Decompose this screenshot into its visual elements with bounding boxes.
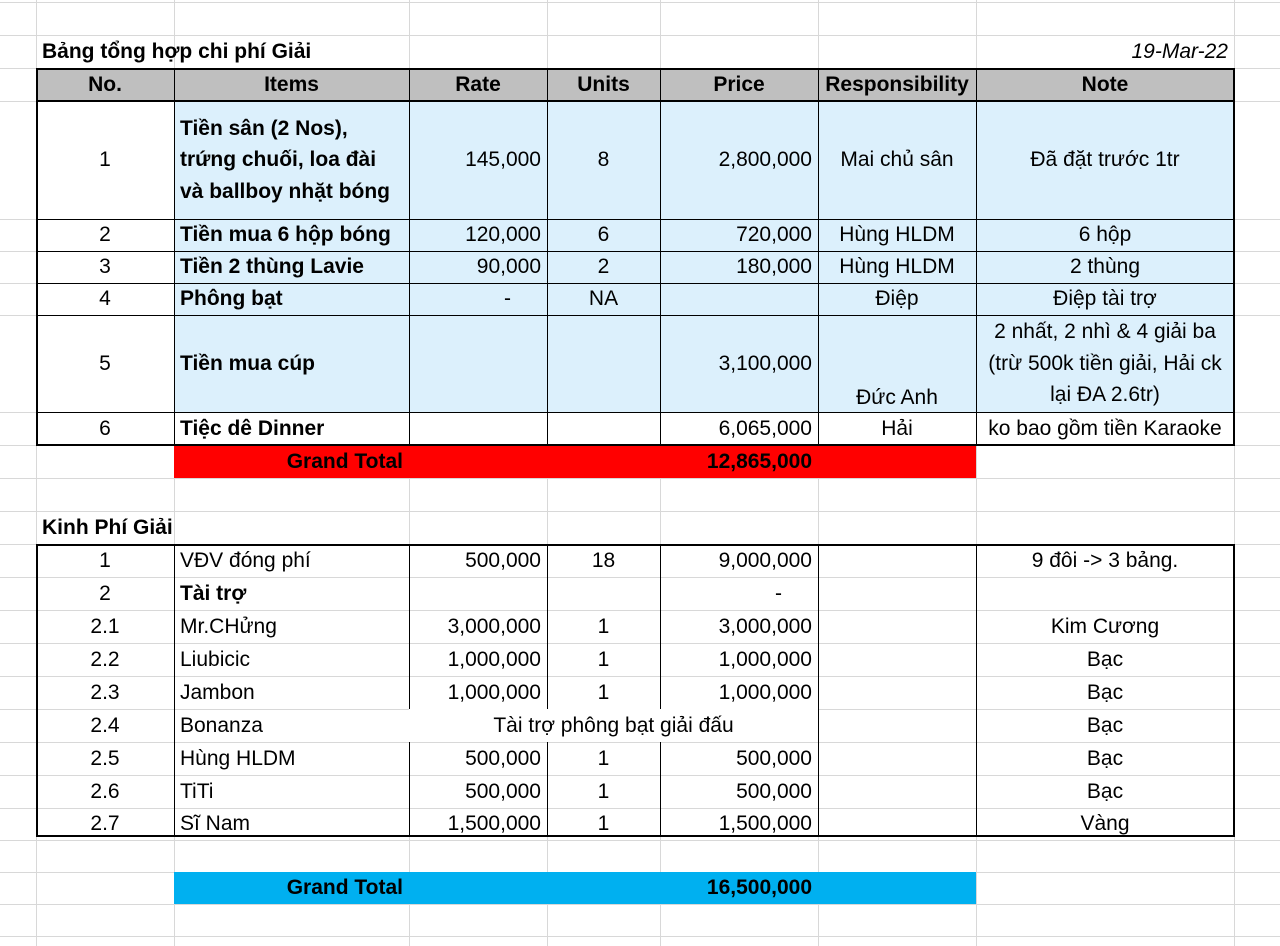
cell-rate[interactable]: 1,500,000	[447, 812, 541, 836]
cell-note[interactable]: ko bao gồm tiền Karaoke	[988, 416, 1222, 440]
cell-item[interactable]: TiTi	[180, 779, 214, 803]
cell-responsibility[interactable]: Mai chủ sân	[840, 148, 954, 172]
cell-price[interactable]: 6,065,000	[718, 416, 812, 440]
cell-no[interactable]: 2.3	[90, 680, 120, 704]
cell-rate[interactable]: 145,000	[465, 148, 541, 172]
cell-rate[interactable]: 500,000	[465, 746, 541, 770]
cell-item[interactable]: Mr.CHửng	[180, 614, 277, 638]
grand-total-value[interactable]: 12,865,000	[706, 450, 812, 474]
cell-note[interactable]: Vàng	[1080, 812, 1130, 836]
cell-no[interactable]: 2.4	[90, 713, 120, 737]
cell-no[interactable]: 2	[99, 223, 111, 247]
cell-price[interactable]: 3,100,000	[718, 351, 812, 375]
cell-units[interactable]: 6	[597, 223, 610, 247]
cell-item[interactable]: Jambon	[180, 680, 255, 704]
cell-rate[interactable]: 500,000	[465, 548, 541, 572]
summary-title: Bảng tổng hợp chi phí Giải	[42, 39, 312, 63]
cell-units[interactable]: 18	[591, 548, 616, 572]
cell-units[interactable]	[547, 412, 660, 445]
cell-units[interactable]	[547, 315, 660, 412]
cell-note[interactable]: Bạc	[1086, 713, 1124, 737]
cell-item[interactable]: Sĩ Nam	[180, 812, 251, 836]
summary-date: 19-Mar-22	[1131, 39, 1228, 63]
cell-no[interactable]: 3	[99, 255, 111, 279]
header-items[interactable]: Items	[264, 72, 319, 96]
cell-responsibility[interactable]: Đức Anh	[856, 385, 938, 409]
cell-no[interactable]: 2	[99, 581, 111, 605]
cell-note[interactable]: 2 thùng	[1069, 255, 1141, 279]
cell-price[interactable]: 1,000,000	[718, 680, 812, 704]
cell-note[interactable]: 9 đôi -> 3 bảng.	[1031, 548, 1179, 572]
cell-price[interactable]: 9,000,000	[718, 548, 812, 572]
cell-units[interactable]: 8	[597, 148, 610, 172]
cell-rate[interactable]: 1,000,000	[447, 647, 541, 671]
cell-note[interactable]: Bạc	[1086, 746, 1124, 770]
cell-units[interactable]: NA	[588, 287, 619, 311]
cell-note[interactable]: Bạc	[1086, 779, 1124, 803]
cell-rate[interactable]: 90,000	[476, 255, 541, 279]
cell-no[interactable]: 5	[99, 351, 111, 375]
cell-no[interactable]: 2.1	[90, 614, 120, 638]
cell-rate[interactable]: 1,000,000	[447, 680, 541, 704]
cell-item[interactable]: Tiền mua 6 hộp bóng	[180, 223, 391, 247]
cell-note[interactable]	[976, 577, 1234, 610]
cell-merged-sponsor-note[interactable]: Tài trợ phông bạt giải đấu	[409, 709, 818, 742]
cell-rate[interactable]: 3,000,000	[447, 614, 541, 638]
cell-responsibility[interactable]: Hải	[881, 416, 913, 440]
cell-units[interactable]: 1	[597, 779, 610, 803]
cell-units[interactable]: 1	[597, 746, 610, 770]
cell-item[interactable]: VĐV đóng phí	[180, 548, 311, 572]
cell-units[interactable]: 1	[597, 680, 610, 704]
cell-item[interactable]: Tài trợ	[180, 581, 247, 605]
cell-price[interactable]: 500,000	[736, 779, 812, 803]
cell-no[interactable]: 1	[99, 548, 111, 572]
cell-price[interactable]: 500,000	[736, 746, 812, 770]
cell-note[interactable]: 2 nhất, 2 nhì & 4 giải ba (trừ 500k tiền giải, Hải ck lại ĐA 2.6tr)	[988, 319, 1222, 407]
header-note[interactable]: Note	[1081, 72, 1129, 96]
cell-no[interactable]: 6	[36, 412, 174, 445]
cell-no[interactable]: 2.5	[90, 746, 120, 770]
cell-item[interactable]: Bonanza	[180, 713, 263, 737]
header-responsibility[interactable]: Responsibility	[825, 72, 969, 96]
cell-price[interactable]: 720,000	[736, 223, 812, 247]
cell-price[interactable]: 3,000,000	[718, 614, 812, 638]
header-price[interactable]: Price	[713, 72, 765, 96]
header-units[interactable]: Units	[577, 72, 630, 96]
cell-note[interactable]: Kim Cương	[1050, 614, 1160, 638]
cell-item[interactable]: Tiền sân (2 Nos), trứng chuối, loa đài và ballboy nhặt bóng	[180, 116, 391, 203]
cell-price[interactable]: 1,500,000	[718, 812, 812, 836]
cell-rate[interactable]: 120,000	[465, 223, 541, 247]
grand-total-label: Grand Total	[286, 450, 403, 474]
cell-price[interactable]: 1,000,000	[718, 647, 812, 671]
funding-grand-total-value[interactable]: 16,500,000	[706, 876, 812, 900]
cell-units[interactable]: 1	[597, 812, 610, 836]
funding-grand-total-label: Grand Total	[286, 876, 403, 900]
header-no[interactable]: No.	[88, 72, 122, 96]
header-rate[interactable]: Rate	[455, 72, 501, 96]
cell-item[interactable]: Tiền mua cúp	[180, 351, 315, 375]
cell-item[interactable]: Phông bạt	[180, 287, 283, 311]
cell-item[interactable]: Hùng HLDM	[180, 746, 296, 770]
cell-no[interactable]: 2.6	[90, 779, 120, 803]
cell-rate[interactable]	[409, 412, 547, 445]
cell-note[interactable]: Đã đặt trước 1tr	[1030, 148, 1180, 172]
cell-rate[interactable]	[409, 315, 547, 412]
cell-price[interactable]	[660, 283, 818, 315]
cell-note[interactable]: 6 hộp	[1078, 223, 1132, 247]
cell-item[interactable]: Tiệc dê Dinner	[180, 416, 325, 440]
cell-no[interactable]: 2.2	[90, 647, 120, 671]
cell-units[interactable]: 2	[597, 255, 610, 279]
cell-no[interactable]: 1	[99, 148, 111, 172]
cell-note[interactable]: Bạc	[1086, 680, 1124, 704]
cell-price[interactable]: 2,800,000	[718, 148, 812, 172]
cell-note[interactable]: Bạc	[1086, 647, 1124, 671]
cell-units[interactable]: 1	[597, 614, 610, 638]
cell-responsibility[interactable]: Hùng HLDM	[839, 255, 955, 279]
cell-item[interactable]: Tiền 2 thùng Lavie	[180, 255, 364, 279]
cell-responsibility[interactable]: Điệp	[875, 287, 919, 311]
cell-no[interactable]: 4	[99, 287, 111, 311]
cell-rate[interactable]: -	[504, 287, 511, 311]
cell-responsibility[interactable]: Hùng HLDM	[839, 223, 955, 247]
cell-price[interactable]: -	[775, 581, 782, 605]
cell-note[interactable]: Điệp tài trợ	[1053, 287, 1157, 311]
cell-price[interactable]: 180,000	[736, 255, 812, 279]
cell-rate[interactable]: 500,000	[465, 779, 541, 803]
cell-item[interactable]: Liubicic	[180, 647, 251, 671]
funding-title: Kinh Phí Giải	[42, 515, 173, 539]
cell-no[interactable]: 2.7	[90, 812, 120, 836]
cell-units[interactable]: 1	[597, 647, 610, 671]
